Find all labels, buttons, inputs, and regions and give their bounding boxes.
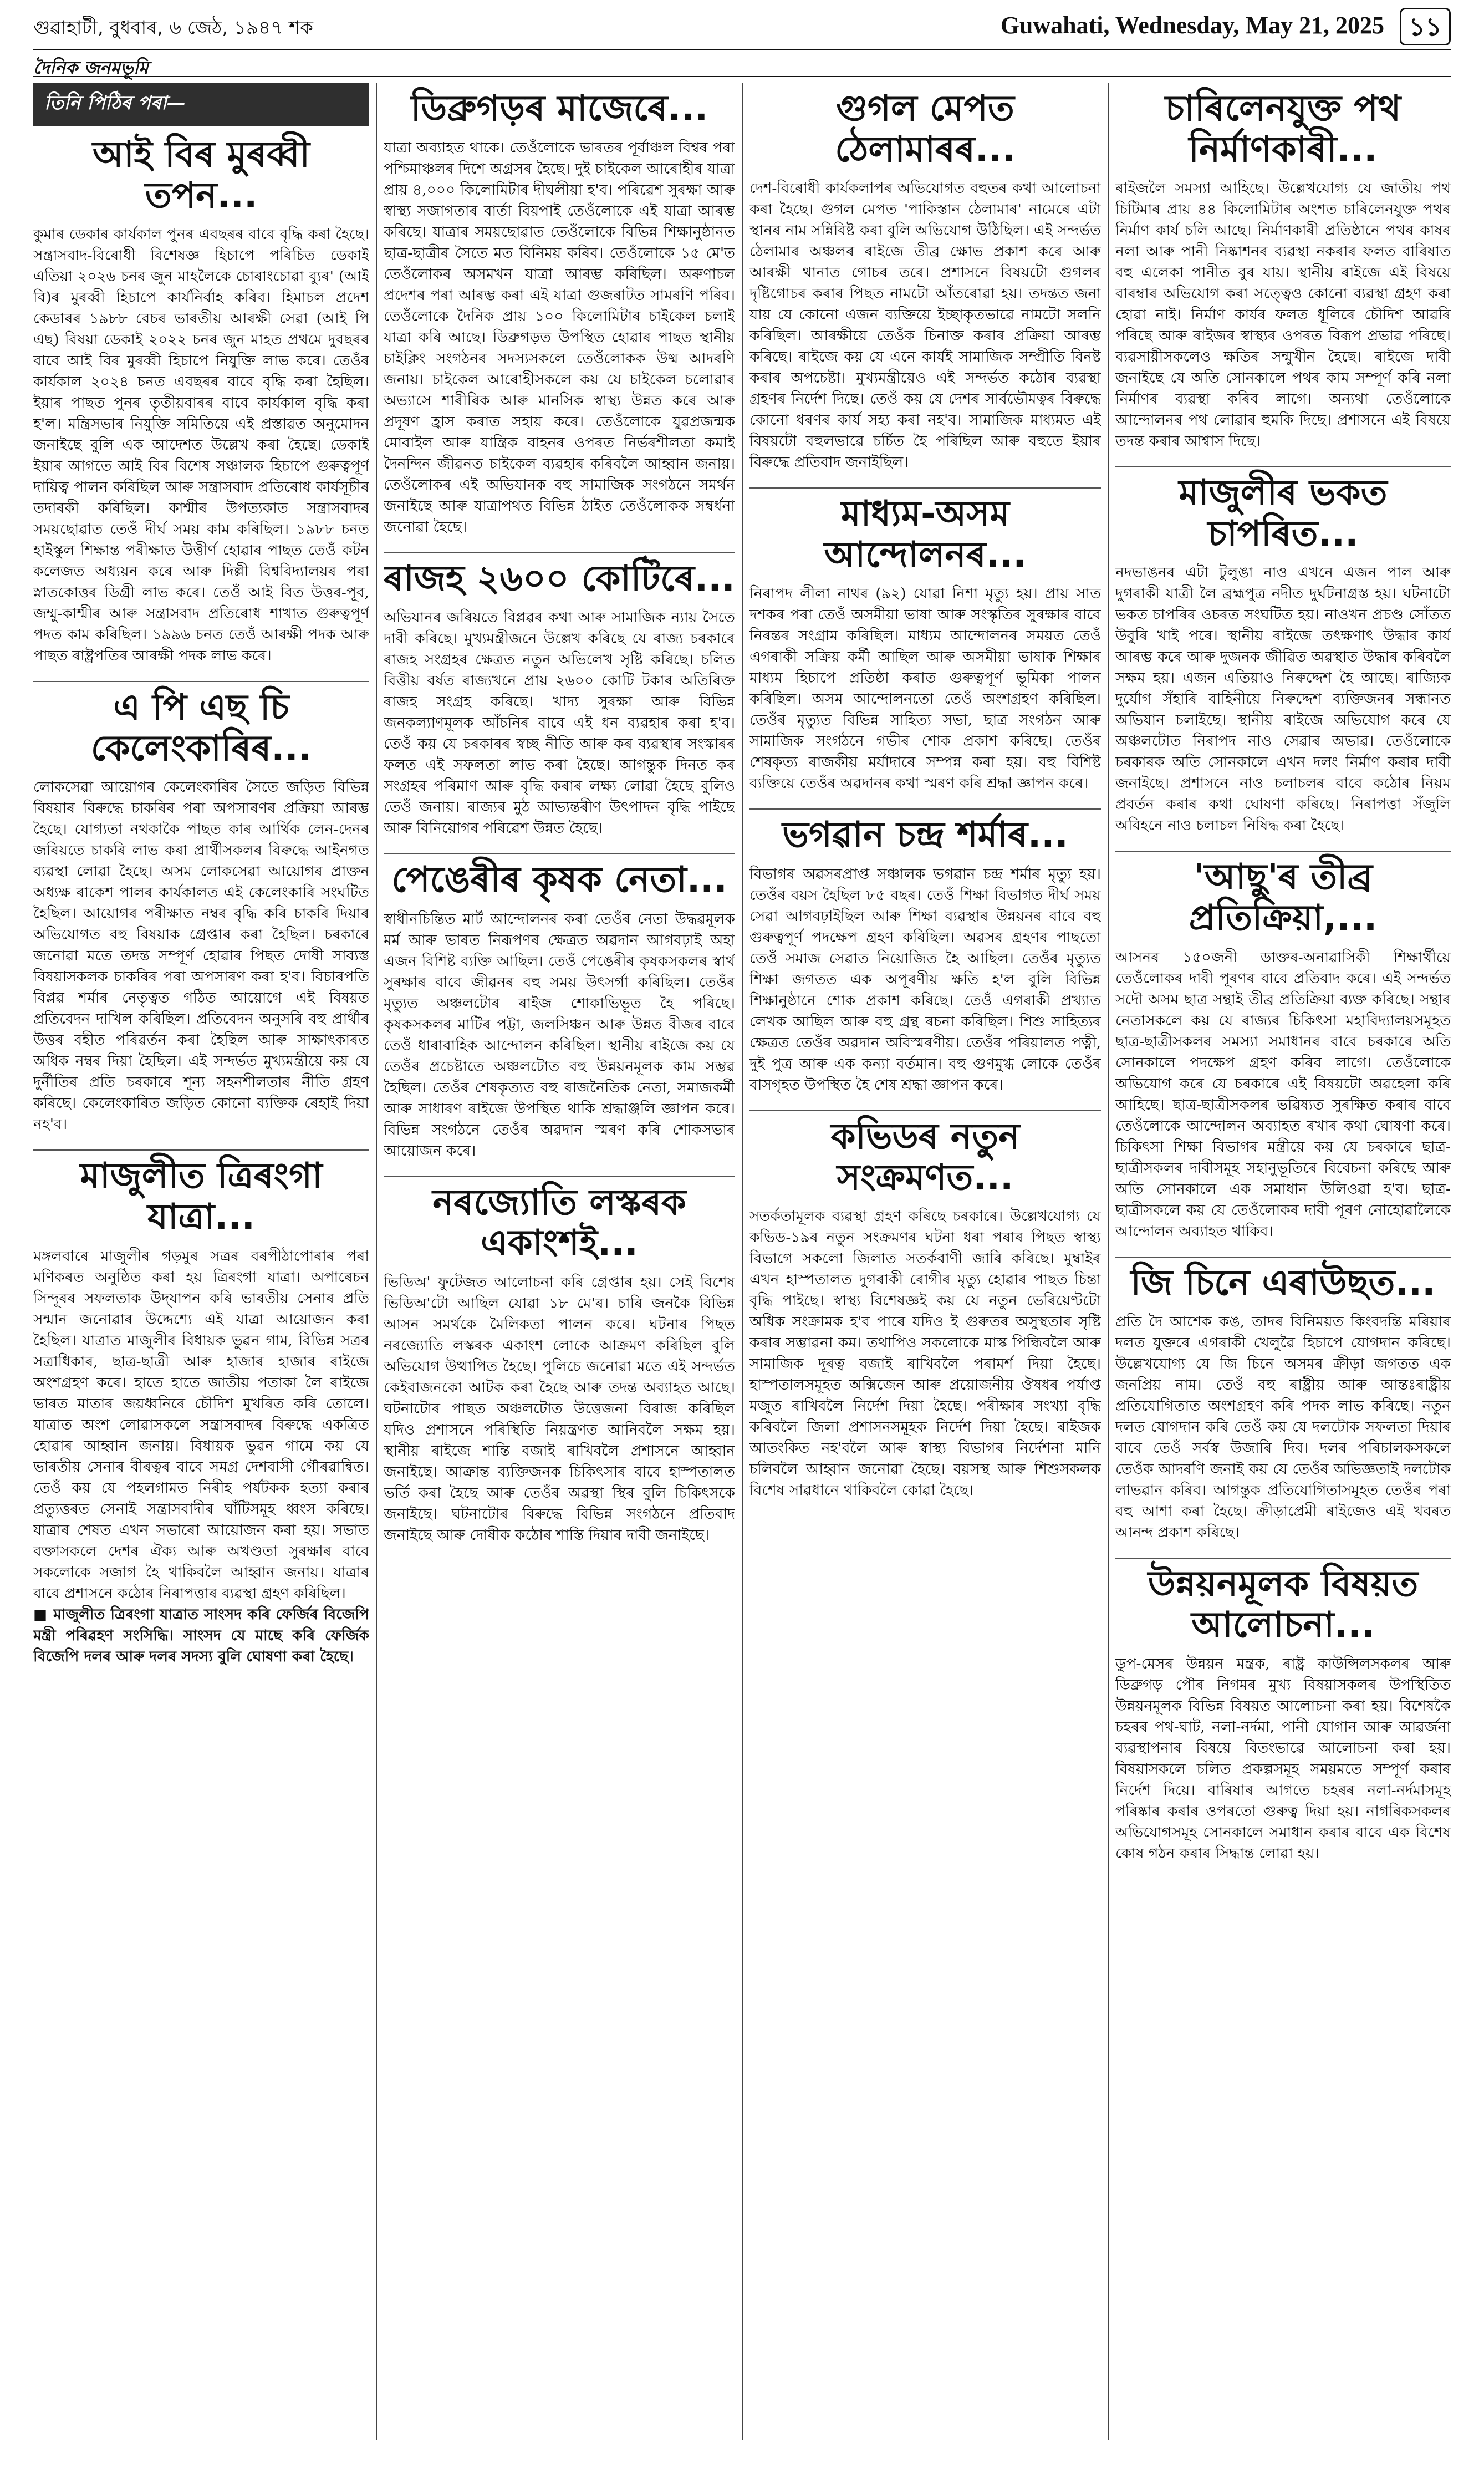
column-rule: [376, 83, 377, 2440]
newspaper-brand: দৈনিক জনমভূমি: [33, 57, 149, 78]
article-body: সতৰ্কতামূলক ব্যৱস্থা গ্ৰহণ কৰিছে চৰকাৰে। উল্লেখযোগ্য যে কভিড-১৯ৰ নতুন সংক্ৰমণৰ ঘটনা ধৰা পৰাৰ পিছত স্বাস্থ্য বিভাগে সকলো জিলাত সতৰ্কবাণী জাৰি কৰিছে। মুম্বাইৰ এখন হাস্পতালত দুগৰাকী ৰোগীৰ মৃত্যু হোৱাৰ পাছত চিন্তা বৃদ্ধি পাইছে। স্বাস্থ্য বিশেষজ্ঞই কয় যে নতুন ভেৰিয়েণ্টটো অধিক সংক্ৰামক হ'ব পাৰে যদিও ই গুৰুতৰ অসুস্থতাৰ সৃষ্টি কৰাৰ সম্ভাৱনা কম। তথাপিও সকলোকে মাস্ক পিন্ধিবলৈ আৰু সামাজিক দূৰত্ব বজাই ৰাখিবলৈ পৰামৰ্শ দিয়া হৈছে। হাস্পতালসমূহত অক্সিজেন আৰু প্ৰয়োজনীয় ঔষধৰ পৰ্যাপ্ত মজুত ৰাখিবলৈ নিৰ্দেশ দিয়া হৈছে। পৰীক্ষাৰ সংখ্যা বৃদ্ধি কৰিবলৈ জিলা প্ৰশাসনসমূহক নিৰ্দেশ দিয়া হৈছে। ৰাইজক আতংকিত নহ'বলৈ আৰু স্বাস্থ্য বিভাগৰ নিৰ্দেশনা মানি চলিবলৈ আহ্বান জনোৱা হৈছে। বয়সস্থ আৰু শিশুসকলক বিশেষ সাৱধানে থাকিবলৈ কোৱা হৈছে।: [749, 1208, 1101, 1499]
headline: নৰজ্যোতি লস্কৰক একাংশই...: [432, 1182, 686, 1264]
column-rule: [742, 83, 743, 2440]
column-3: [749, 83, 1101, 2445]
article-body: বিভাগৰ অৱসৰপ্ৰাপ্ত সঞ্চালক ভগৱান চন্দ্ৰ শৰ্মাৰ মৃত্যু হয়। তেওঁৰ বয়স হৈছিল ৮৫ বছৰ। তেওঁ শিক্ষা বিভাগত দীৰ্ঘ সময় সেৱা আগবঢ়াইছিল আৰু শিক্ষা ব্যৱস্থাৰ উন্নয়নৰ বাবে বহু গুৰুত্বপূৰ্ণ পদক্ষেপ গ্ৰহণ কৰিছিল। অৱসৰ গ্ৰহণৰ পাছতো তেওঁ সমাজ সেৱাত নিয়োজিত হৈ আছিল। তেওঁৰ মৃত্যুত শিক্ষা জগতত এক অপূৰণীয় ক্ষতি হ'ল বুলি বিভিন্ন শিক্ষানুষ্ঠানে শোক প্ৰকাশ কৰিছে। তেওঁ এগৰাকী প্ৰখ্যাত লেখক আছিল আৰু বহু গ্ৰন্থ ৰচনা কৰিছিল। শিশু সাহিত্যৰ ক্ষেত্ৰত তেওঁৰ অৱদান অবিস্মৰণীয়। তেওঁৰ পৰিয়ালত পত্নী, দুই পুত্ৰ আৰু এক কন্যা বৰ্তমান। বহু গুণমুগ্ধ লোকে তেওঁৰ বাসগৃহত উপস্থিত হৈ শেষ শ্ৰদ্ধা জ্ঞাপন কৰে।: [749, 865, 1101, 1093]
article-body: স্বাধীনচিন্তিত মাৰ্ট আন্দোলনৰ কৰা তেওঁৰ নেতা উদ্ধৱমূলক মৰ্ম আৰু ভাৰত নিৰূপণৰ ক্ষেত্ৰত অৱদান আগবঢ়াই অহা এজন বিশিষ্ট ব্যক্তি আছিল। তেওঁ পেঙেৰীৰ কৃষকসকলৰ স্বাৰ্থ সুৰক্ষাৰ বাবে জীৱনৰ বহু সময় উৎসৰ্গা কৰিছিল। তেওঁৰ মৃত্যুত অঞ্চলটোৰ ৰাইজ শোকাভিভূত হৈ পৰিছে। কৃষকসকলৰ মাটিৰ পট্টা, জলসিঞ্চন আৰু উন্নত বীজৰ বাবে তেওঁ ধাৰাবাহিক আন্দোলন কৰিছিল। স্থানীয় ৰাইজে কয় যে তেওঁৰ প্ৰচেষ্টাতে অঞ্চলটোত বহু উন্নয়নমূলক কাম সম্ভৱ হৈছিল। তেওঁৰ শেষকৃত্যত বহু ৰাজনৈতিক নেতা, সমাজকৰ্মী আৰু সাধাৰণ ৰাইজে উপস্থিত থাকি শ্ৰদ্ধাঞ্জলি জ্ঞাপন কৰে। বিভিন্ন সংগঠনে তেওঁৰ অৱদান স্মৰণ কৰি শোকসভাৰ আয়োজন কৰে।: [384, 910, 735, 1159]
divider: [1115, 851, 1451, 852]
article-footer: ■ মাজুলীত ত্ৰিৰংগা যাত্ৰাত সাংসদ কৰি ফেৰ্জিৰ বিজেপি মন্ত্ৰী পৰিৱহণ সংসিদ্ধি। সাংসদ যে মাছে কৰি ফেৰ্জিক বিজেপি দলৰ আৰু দলৰ সদস্য বুলি ঘোষণা কৰা হৈছে।: [33, 1605, 369, 1665]
headline: ডিব্ৰুগড়ৰ মাজেৰে...: [410, 88, 708, 129]
headline: মাজুলীত ত্ৰিৰংগা যাত্ৰা...: [80, 1156, 323, 1238]
article-unnayan: [1115, 1564, 1451, 1864]
article-body: লোকসেৱা আয়োগৰ কেলেংকাৰিৰ সৈতে জড়িত বিভিন্ন বিষয়াৰ বিৰুদ্ধে চাকৰিৰ পৰা অপসাৰণৰ প্ৰক্ৰিয়া আৰম্ভ হৈছে। যোগ্যতা নথকাকৈ পাছত কাৰ আৰ্থিক লেন-দেনৰ জৰিয়তে চাকৰি লাভ কৰা প্ৰাৰ্থীসকলৰ বিৰুদ্ধে আইনগত ব্যৱস্থা লোৱা হৈছে। অসম লোকসেৱা আয়োগৰ প্ৰাক্তন অধ্যক্ষ ৰাকেশ পালৰ কাৰ্যকালত এই কেলেংকাৰি সংঘটিত হৈছিল। আয়োগৰ পৰীক্ষাত নম্বৰ বৃদ্ধি কৰি চাকৰি দিয়াৰ অভিযোগত বহু বিষয়াক গ্ৰেপ্তাৰ কৰা হৈছিল। চৰকাৰে জনোৱা মতে তদন্ত সম্পূৰ্ণ হোৱাৰ পিছত দোষী সাব্যস্ত বিষয়াসকলক চাকৰিৰ পৰা অপসাৰণ কৰা হ'ব। বিচাৰপতি বিপ্লৱ শৰ্মাৰ নেতৃত্বত গঠিত আয়োগে এই বিষয়ত প্ৰতিবেদন দাখিল কৰিছিল। প্ৰতিবেদন অনুসৰি বহু প্ৰাৰ্থীৰ উত্তৰ বহীত পৰিৱৰ্তন কৰা হৈছিল আৰু সাক্ষাৎকাৰত অধিক নম্বৰ দিয়া হৈছিল। এই সন্দৰ্ভত মুখ্যমন্ত্ৰীয়ে কয় যে দুৰ্নীতিৰ প্ৰতি চৰকাৰে শূন্য সহনশীলতাৰ নীতি গ্ৰহণ কৰিছে। কেলেংকাৰিত জড়িত কোনো ব্যক্তিক ৰেহাই দিয়া নহ'ব।: [33, 779, 369, 1133]
divider: [749, 487, 1101, 489]
divider: [1115, 1558, 1451, 1559]
divider: [1115, 1257, 1451, 1258]
brand-row: [33, 49, 1451, 77]
headline: আই বিৰ মুৰব্বী তপন...: [93, 134, 310, 216]
headline: ৰাজহ ২৬০০ কোটিৰে...: [384, 558, 735, 599]
headline: চাৰিলেনযুক্ত পথ নিৰ্মাণকাৰী...: [1165, 88, 1401, 170]
article-body: অভিযানৰ জৰিয়তে বিপ্লৱৰ কথা আৰু সামাজিক ন্যায় সৈতে দাবী কৰিছে। মুখ্যমন্ত্ৰীজনে উল্লেখ কৰিছে যে ৰাজ্য চৰকাৰে ৰাজহ সংগ্ৰহৰ ক্ষেত্ৰত নতুন অভিলেখ সৃষ্টি কৰিছে। চলিত বিত্তীয় বৰ্ষত ৰাজ্যখনে প্ৰায় ২৬০০ কোটি টকাৰ অতিৰিক্ত ৰাজহ সংগ্ৰহ কৰিছে। খাদ্য সুৰক্ষা আৰু বিভিন্ন জনকল্যাণমূলক আঁচনিৰ বাবে এই ধন ব্যৱহাৰ কৰা হ'ব। তেওঁ কয় যে চৰকাৰৰ স্বচ্ছ নীতি আৰু কৰ ব্যৱস্থাৰ সংস্কাৰৰ ফলত এই সফলতা লাভ কৰা হৈছে। আগন্তুক দিনত কৰ সংগ্ৰহৰ পৰিমাণ আৰু বৃদ্ধি কৰাৰ লক্ষ্য লোৱা হৈছে বুলিও তেওঁ জনায়। ৰাজ্যৰ মুঠ আভ্যন্তৰীণ উৎপাদন বৃদ্ধি পাইছে আৰু বিনিয়োগৰ পৰিৱেশ উন্নত হৈছে।: [384, 609, 735, 837]
divider: [33, 681, 369, 682]
article-madhyam: [749, 494, 1101, 794]
headline: 'আছু'ৰ তীব্ৰ প্ৰতিক্ৰিয়া,...: [1189, 857, 1378, 939]
article-dibrugarh: [384, 89, 735, 538]
article-body: ৰাইজলৈ সমস্যা আহিছে। উল্লেখযোগ্য যে জাতীয় পথ চিটিমাৰ প্ৰায় ৪৪ কিলোমিটাৰ অংশত চাৰিলেনযুক্ত পথৰ নিৰ্মাণ কাৰ্য চলি আছে। নিৰ্মাণকাৰী প্ৰতিষ্ঠানে পথৰ কাষৰ নলা আৰু পানী নিষ্কাশনৰ ব্যৱস্থা নকৰাৰ ফলত বাৰিষাত বহু এলেকা পানীত বুৰ যায়। স্থানীয় ৰাইজে এই বিষয়ে বাৰম্বাৰ অভিযোগ কৰা সত্ত্বেও কোনো ব্যৱস্থা গ্ৰহণ কৰা হোৱা নাই। নিৰ্মাণ কাৰ্যৰ ফলত ধূলিৰে চৌদিশ আৱৰি পৰিছে আৰু ৰাইজৰ স্বাস্থ্যৰ ওপৰত বিৰূপ প্ৰভাৱ পৰিছে। ব্যৱসায়ীসকলেও ক্ষতিৰ সন্মুখীন হৈছে। ৰাইজে দাবী জনাইছে যে অতি সোনকালে পথৰ কাম সম্পূৰ্ণ কৰি নলা নিৰ্মাণৰ ব্যৱস্থা কৰিব লাগে। অন্যথা তেওঁলোকে আন্দোলনৰ পথ লোৱাৰ হুমকি দিছে। প্ৰশাসনে এই বিষয়ে তদন্ত কৰাৰ আশ্বাস দিছে।: [1115, 180, 1451, 450]
column-rule: [1108, 83, 1109, 2440]
headline: জি চিনে এৰাউছত...: [1130, 1262, 1436, 1304]
article-tapan: [33, 135, 369, 667]
rule: [33, 76, 1451, 77]
headline: কভিডৰ নতুন সংক্ৰমণত...: [830, 1116, 1020, 1198]
dateline-assamese: গুৱাহাটী, বুধবাৰ, ৬ জেঠ, ১৯৪৭ শক: [33, 17, 313, 39]
column-4: [1115, 83, 1451, 2445]
headline: পেঙেৰীৰ কৃষক নেতা...: [391, 859, 727, 901]
divider: [384, 853, 735, 854]
article-google: [749, 89, 1101, 473]
divider: [384, 1176, 735, 1177]
column-1: [33, 83, 369, 2445]
article-bhakat: [1115, 473, 1451, 836]
article-penger: [384, 860, 735, 1162]
divider: [749, 1110, 1101, 1111]
divider: [384, 552, 735, 553]
column-2: [384, 83, 735, 2445]
headline: ভগৱান চন্দ্ৰ শৰ্মাৰ...: [782, 815, 1068, 856]
section-tag: তিনি পিঠিৰ পৰা—: [33, 83, 369, 126]
article-covid: [749, 1117, 1101, 1501]
article-bhagwan: [749, 815, 1101, 1096]
article-body: দেশ-বিৰোধী কাৰ্যকলাপৰ অভিযোগত বহুতৰ কথা আলোচনা কৰা হৈছে। গুগল মেপত 'পাকিস্তান ঠেলামাৰ' নামেৰে এটা স্থানৰ নাম সন্নিবিষ্ট কৰা বুলি অভিযোগ উঠিছিল। এই সন্দৰ্ভত ঠেলামাৰ অঞ্চলৰ ৰাইজে তীব্ৰ ক্ষোভ প্ৰকাশ কৰে আৰু আৰক্ষী থানাত গোচৰ তৰে। প্ৰশাসনে বিষয়টো গুগলৰ দৃষ্টিগোচৰ কৰাৰ পিছত নামটো আঁতৰোৱা হয়। তদন্তত জনা যায় যে কোনো এজন ব্যক্তিয়ে ইচ্ছাকৃতভাৱে নামটো সলনি কৰিছিল। আৰক্ষীয়ে তেওঁক চিনাক্ত কৰাৰ প্ৰক্ৰিয়া আৰম্ভ কৰিছে। ৰাইজে কয় যে এনে কাৰ্যই সামাজিক সম্প্ৰীতি বিনষ্ট কৰাৰ অপচেষ্টা। মুখ্যমন্ত্ৰীয়েও এই সন্দৰ্ভত কঠোৰ ব্যৱস্থা গ্ৰহণৰ নিৰ্দেশ দিছে। তেওঁ কয় যে দেশৰ সাৰ্বভৌমত্বৰ বিৰুদ্ধে কোনো ধৰণৰ কাৰ্য সহ্য কৰা নহ'ব। সামাজিক মাধ্যমত এই বিষয়টো বহুলভাৱে চৰ্চিত হৈ পৰিছিল আৰু বহুতে ইয়াৰ বিৰুদ্ধে প্ৰতিবাদ জনাইছিল।: [749, 180, 1101, 471]
article-gichine: [1115, 1263, 1451, 1544]
article-aasu: [1115, 857, 1451, 1242]
headline: মাজুলীৰ ভকত চাপৰিত...: [1179, 472, 1388, 555]
article-body: নদভাঙনৰ এটা টুলুঙা নাও এখনে এজন পাল আৰু দুগৰাকী যাত্ৰী লৈ ব্ৰহ্মপুত্ৰ নদীত দুৰ্ঘটনাগ্ৰস্ত হয়। ঘটনাটো ভকত চাপৰিৰ ওচৰত সংঘটিত হয়। নাওখন প্ৰচণ্ড সোঁতত উবুৰি খাই পৰে। স্থানীয় ৰাইজে তৎক্ষণাৎ উদ্ধাৰ কাৰ্য আৰম্ভ কৰে আৰু দুজনক জীৱিত অৱস্থাত উদ্ধাৰ কৰিবলৈ সক্ষম হয়। এজন এতিয়াও নিৰুদ্দেশ হৈ আছে। ৰাজ্যিক দুৰ্যোগ সঁহাৰি বাহিনীয়ে নিৰুদ্দেশ ব্যক্তিজনৰ সন্ধানত অভিযান চলাইছে। স্থানীয় ৰাইজে অভিযোগ কৰে যে অঞ্চলটোত নিৰাপদ নাও সেৱাৰ অভাৱ। তেওঁলোকে চৰকাৰক অতি সোনকালে এখন দলং নিৰ্মাণ কৰাৰ দাবী জনাইছে। প্ৰশাসনে নাও চলাচলৰ বাবে কঠোৰ নিয়ম প্ৰবৰ্তন কৰাৰ কথা ঘোষণা কৰিছে। নিৰাপত্তা সঁজুলি অবিহনে নাও চলাচল নিষিদ্ধ কৰা হৈছে।: [1115, 564, 1451, 835]
article-body: প্ৰতি দৈ আশেক কঙ, তাদৰ বিনিময়ত কিংবদন্তি মৰিয়াৰ দলত যুক্তৰে এগৰাকী খেলুৱৈ হিচাপে যোগদান কৰিছে। উল্লেখযোগ্য যে জি চিনে অসমৰ ক্ৰীড়া জগতত এক জনপ্ৰিয় নাম। তেওঁ বহু ৰাষ্ট্ৰীয় আৰু আন্তঃৰাষ্ট্ৰীয় প্ৰতিযোগিতাত অংশগ্ৰহণ কৰি পদক লাভ কৰিছে। নতুন দলত যোগদান কৰি তেওঁ কয় যে দলটোক সফলতা দিয়াৰ বাবে তেওঁ সৰ্বস্ব উজাৰি দিব। দলৰ পৰিচালকসকলে তেওঁক আদৰণি জনাই কয় যে তেওঁৰ অভিজ্ঞতাই দলটোক লাভৱান কৰিব। আগন্তুক প্ৰতিযোগিতাসমূহত তেওঁৰ পৰা বহু আশা কৰা হৈছে। ক্ৰীড়াপ্ৰেমী ৰাইজেও এই খবৰত আনন্দ প্ৰকাশ কৰিছে।: [1115, 1313, 1451, 1542]
headline: এ পি এছ চি কেলেংকাৰিৰ...: [90, 687, 312, 769]
article-2600: [384, 559, 735, 840]
article-body: নিৰাপদ লীলা নাথৰ (৯২) যোৱা নিশা মৃত্যু হয়। প্ৰায় সাত দশকৰ পৰা তেওঁ অসমীয়া ভাষা আৰু সংস্কৃতিৰ সুৰক্ষাৰ বাবে নিৰন্তৰ সংগ্ৰাম কৰিছিল। মাধ্যম আন্দোলনৰ সময়ত তেওঁ এগৰাকী সক্ৰিয় কৰ্মী আছিল আৰু অসমীয়া ভাষাক শিক্ষাৰ মাধ্যম হিচাপে প্ৰতিষ্ঠা কৰাত গুৰুত্বপূৰ্ণ ভূমিকা পালন কৰিছিল। অসম আন্দোলনতো তেওঁ অংশগ্ৰহণ কৰিছিল। তেওঁৰ মৃত্যুত বিভিন্ন সাহিত্য সভা, ছাত্ৰ সংগঠন আৰু সামাজিক সংগঠনে গভীৰ শোক প্ৰকাশ কৰিছে। তেওঁৰ শেষকৃত্য ৰাজকীয় মৰ্যাদাৰে সম্পন্ন কৰা হয়। বহু বিশিষ্ট ব্যক্তিয়ে তেওঁৰ অৱদানৰ কথা স্মৰণ কৰি শ্ৰদ্ধা জ্ঞাপন কৰে।: [749, 585, 1101, 792]
dateline-english: Guwahati, Wednesday, May 21, 2025: [1000, 12, 1384, 39]
masthead: [33, 11, 1451, 44]
article-body: মঙ্গলবাৰে মাজুলীৰ গড়মুৰ সত্ৰৰ বৰপীঠাপোৰাৰ পৰা মণিকৰত অনুষ্ঠিত কৰা হয় ত্ৰিৰংগা যাত্ৰা। অপাৰেচন সিন্দূৰৰ সফলতাক উদ্‌যাপন কৰি ভাৰতীয় সেনাৰ প্ৰতি সন্মান জনোৱাৰ উদ্দেশ্যে এই যাত্ৰা আয়োজন কৰা হৈছিল। যাত্ৰাত মাজুলীৰ বিধায়ক ভুৱন গাম, বিভিন্ন সত্ৰৰ সত্ৰাধিকাৰ, ছাত্ৰ-ছাত্ৰী আৰু হাজাৰ হাজাৰ ৰাইজে অংশগ্ৰহণ কৰে। হাতে হাতে জাতীয় পতাকা লৈ ৰাইজে ভাৰত মাতাৰ জয়ধ্বনিৰে চৌদিশ মুখৰিত কৰি তোলে। যাত্ৰাত অংশ লোৱাসকলে সন্ত্ৰাসবাদৰ বিৰুদ্ধে একত্ৰিত হোৱাৰ আহ্বান জনায়। বিধায়ক ভুৱন গামে কয় যে ভাৰতীয় সেনাৰ বীৰত্বৰ বাবে সমগ্ৰ দেশবাসী গৌৰৱান্বিত। তেওঁ কয় যে পহলগামত নিৰীহ পৰ্যটকক হত্যা কৰাৰ প্ৰত্যুত্তৰত সেনাই সন্ত্ৰাসবাদীৰ ঘাঁটিসমূহ ধ্বংস কৰিছে। যাত্ৰাৰ শেষত এখন সভাৰো আয়োজন কৰা হয়। সভাত বক্তাসকলে দেশৰ ঐক্য আৰু অখণ্ডতা সুৰক্ষাৰ বাবে সকলোকে সজাগ হৈ থাকিবলৈ আহ্বান জনায়। যাত্ৰাৰ বাবে প্ৰশাসনে কঠোৰ নিৰাপত্তাৰ ব্যৱস্থা গ্ৰহণ কৰিছিল।: [33, 1247, 369, 1602]
headline: মাধ্যম-অসম আন্দোলনৰ...: [824, 494, 1027, 576]
headline: উন্নয়নমূলক বিষয়ত আলোচনা...: [1148, 1564, 1419, 1646]
article-tiranga: [33, 1156, 369, 1667]
divider: [749, 808, 1101, 810]
article-body: কুমাৰ ডেকাৰ কাৰ্যকাল পুনৰ এবছৰৰ বাবে বৃদ্ধি কৰা হৈছে। সন্ত্ৰাসবাদ-বিৰোধী বিশেষজ্ঞ হিচাপে পৰিচিত ডেকাই এতিয়া ২০২৬ চনৰ জুন মাহলৈকে চোৰাংচোৱা ব্যুৰ' (আই বি)ৰ মুৰব্বী হিচাপে কাৰ্যনিৰ্বাহ কৰিব। হিমাচল প্ৰদেশ কেডাৰৰ ১৯৮৮ বেচৰ ভাৰতীয় আৰক্ষী সেৱা (আই পি এছ) বিষয়া ডেকাই ২০২২ চনৰ জুন মাহত প্ৰথমে দুবছৰৰ বাবে আই বিৰ মুৰব্বী হিচাপে নিযুক্তি লাভ কৰে। তেওঁৰ কাৰ্যকাল ২০২৪ চনত এবছৰৰ বাবে বৃদ্ধি কৰা হৈছিল। ইয়াৰ পাছত পুনৰ তৃতীয়বাৰৰ বাবে কাৰ্যকাল বৃদ্ধি কৰা হ'ল। মন্ত্ৰিসভাৰ নিযুক্তি সমিতিয়ে এই প্ৰস্তাৱত অনুমোদন জনাইছে বুলি এক আদেশত উল্লেখ কৰা হৈছে। ডেকাই ইয়াৰ আগতে আই বিৰ বিশেষ সঞ্চালক হিচাপে গুৰুত্বপূৰ্ণ দায়িত্ব পালন কৰিছিল আৰু সন্ত্ৰাসবাদ প্ৰতিৰোধ কাৰ্যসূচীৰ তদাৰকী কৰিছিল। কাশ্মীৰ উপত্যকাত সন্ত্ৰাসবাদৰ সময়ছোৱাত তেওঁ দীৰ্ঘ সময় কাম কৰিছিল। ১৯৮৮ চনত হাইস্কুল শিক্ষান্ত পৰীক্ষাত উত্তীৰ্ণ হোৱাৰ পাছত তেওঁ কটন কলেজত অধ্যয়ন কৰে আৰু দিল্লী বিশ্ববিদ্যালয়ৰ পৰা স্নাতকোত্তৰ ডিগ্ৰী লাভ কৰে। তেওঁ আই বিত উত্তৰ-পূব, জম্মু-কাশ্মীৰ আৰু সন্ত্ৰাসবাদ প্ৰতিৰোধ শাখাত গুৰুত্বপূৰ্ণ পদত কাম কৰিছিল। ১৯৯৬ চনত তেওঁ আৰক্ষী পদক আৰু পাছত ৰাষ্ট্ৰপতিৰ আৰক্ষী পদক লাভ কৰে।: [33, 226, 369, 665]
article-nrc: [384, 1183, 735, 1546]
divider: [1115, 466, 1451, 467]
headline: গুগল মেপত ঠেলামাৰৰ...: [835, 88, 1016, 170]
page-number: ১১: [1400, 8, 1451, 45]
divider: [33, 1149, 369, 1151]
article-charilen: [1115, 89, 1451, 452]
article-body: ভিডিঅ' ফুটেজত আলোচনা কৰি গ্ৰেপ্তাৰ হয়। সেই বিশেষ ভিডিঅ'টো আছিল যোৱা ১৮ মে'ৰ। চাৰি জনকৈ বিভিন্ন আসন সমৰ্থকে মৈলিকতা পালন কৰে। ঘটনাৰ পিছত নৰজ্যোতি লস্কৰক একাংশ লোকে আক্ৰমণ কৰিছিল বুলি অভিযোগ উত্থাপিত হৈছে। পুলিচে জনোৱা মতে এই সন্দৰ্ভত কেইবাজনকো আটক কৰা হৈছে আৰু তদন্ত অব্যাহত আছে। ঘটনাটোৰ পাছত অঞ্চলটোত উত্তেজনা বিৰাজ কৰিছিল যদিও প্ৰশাসনে পৰিস্থিতি নিয়ন্ত্ৰণত আনিবলৈ সক্ষম হয়। স্থানীয় ৰাইজে শান্তি বজাই ৰাখিবলৈ প্ৰশাসনে আহ্বান জনাইছে। আক্ৰান্ত ব্যক্তিজনক চিকিৎসাৰ বাবে হাস্পতালত ভৰ্তি কৰা হৈছে আৰু তেওঁৰ অৱস্থা স্থিৰ বুলি চিকিৎসকে জনাইছে। ঘটনাটোৰ বিৰুদ্ধে বিভিন্ন সংগঠনে প্ৰতিবাদ জনাইছে আৰু দোষীক কঠোৰ শাস্তি দিয়াৰ দাবী জনাইছে।: [384, 1273, 735, 1544]
article-aps: [33, 688, 369, 1135]
article-body: আসনৰ ১৫০জনী ডাক্তৰ-অনাৱাসিকী শিক্ষাৰ্থীয়ে তেওঁলোকৰ দাবী পূৰণৰ বাবে প্ৰতিবাদ কৰে। এই সন্দৰ্ভত সদৌ অসম ছাত্ৰ সন্থাই তীব্ৰ প্ৰতিক্ৰিয়া ব্যক্ত কৰিছে। সন্থাৰ নেতাসকলে কয় যে ৰাজ্যৰ চিকিৎসা মহাবিদ্যালয়সমূহত ছাত্ৰ-ছাত্ৰীসকলৰ সমস্যা সমাধানৰ বাবে চৰকাৰে অতি সোনকালে পদক্ষেপ গ্ৰহণ কৰিব লাগে। তেওঁলোকে অভিযোগ কৰে যে চৰকাৰে এই বিষয়টো অৱহেলা কৰি আহিছে। ছাত্ৰ-ছাত্ৰীসকলৰ ভৱিষ্যত সুৰক্ষিত কৰাৰ বাবে তেওঁলোকে আন্দোলন অব্যাহত ৰখাৰ কথা ঘোষণা কৰে। চিকিৎসা শিক্ষা বিভাগৰ মন্ত্ৰীয়ে কয় যে চৰকাৰে ছাত্ৰ-ছাত্ৰীসকলৰ দাবীসমূহ সহানুভূতিৰে বিবেচনা কৰিছে আৰু অতি সোনকালে এক সমাধান উলিওৱা হ'ব। ছাত্ৰ-ছাত্ৰীসকলে কয় যে তেওঁলোকৰ দাবী পূৰণ নোহোৱালৈকে আন্দোলন অব্যাহত থাকিব।: [1115, 948, 1451, 1240]
article-body: যাত্ৰা অব্যাহত থাকে। তেওঁলোকে ভাৰতৰ পূৰ্বাঞ্চল বিশ্বৰ পৰা পশ্চিমাঞ্চলৰ দিশে অগ্ৰসৰ হৈছে। দুই চাইকেল আৰোহীৰ যাত্ৰা প্ৰায় ৪,০০০ কিলোমিটাৰ দীঘলীয়া হ'ব। পৰিৱেশ সুৰক্ষা আৰু স্বাস্থ্য সজাগতাৰ বাৰ্তা বিয়পাই তেওঁলোকে এই যাত্ৰা আৰম্ভ কৰিছে। যাত্ৰাৰ সময়ছোৱাত তেওঁলোকে বিভিন্ন শিক্ষানুষ্ঠানত ছাত্ৰ-ছাত্ৰীৰ সৈতে মত বিনিময় কৰিব। তেওঁলোকে ১৫ মে'ত তেওঁলোকৰ অসমখন যাত্ৰা আৰম্ভ কৰিছিল। অৰুণাচল প্ৰদেশৰ পৰা আৰম্ভ কৰা এই যাত্ৰা গুজৰাটত সামৰণি পৰিব। তেওঁলোকে দৈনিক প্ৰায় ১০০ কিলোমিটাৰ চাইকেল চলাই যাত্ৰা কৰি আছে। ডিব্ৰুগড়ত উপস্থিত হোৱাৰ পাছত স্থানীয় চাইক্লিং সংগঠনৰ সদস্যসকলে তেওঁলোকক উষ্ম আদৰণি জনায়। চাইকেল আৰোহীসকলে কয় যে চাইকেল চলোৱাৰ অভ্যাসে শাৰীৰিক আৰু মানসিক স্বাস্থ্য উন্নত কৰে আৰু প্ৰদূষণ হ্ৰাস কৰাত সহায় কৰে। তেওঁলোকে যুৱপ্ৰজন্মক মোবাইল আৰু যান্ত্ৰিক বাহনৰ ওপৰত নিৰ্ভৰশীলতা কমাই দৈনন্দিন জীৱনত চাইকেল ব্যৱহাৰ কৰিবলৈ আহ্বান জনায়। তেওঁলোকৰ এই অভিযানক বহু সামাজিক সংগঠনে সমৰ্থন জনাইছে আৰু যাত্ৰাপথত বিভিন্ন ঠাইত তেওঁলোকক সম্বৰ্ধনা জনোৱা হৈছে।: [384, 139, 735, 536]
article-body: ডুপ-মেসৰ উন্নয়ন মন্ত্ৰক, ৰাষ্ট্ৰ কাউন্সিলসকলৰ আৰু ডিব্ৰুগড় পৌৰ নিগমৰ মুখ্য বিষয়াসকলৰ উপস্থিতিত উন্নয়নমূলক বিভিন্ন বিষয়ত আলোচনা কৰা হয়। বিশেষকৈ চহৰৰ পথ-ঘাট, নলা-নৰ্দমা, পানী যোগান আৰু আৱৰ্জনা ব্যৱস্থাপনাৰ বিষয়ে বিতংভাৱে আলোচনা কৰা হয়। বিষয়াসকলে চলিত প্ৰকল্পসমূহ সময়মতে সম্পূৰ্ণ কৰাৰ নিৰ্দেশ দিয়ে। বাৰিষাৰ আগতে চহৰৰ নলা-নৰ্দমাসমূহ পৰিষ্কাৰ কৰাৰ ওপৰতো গুৰুত্ব দিয়া হয়। নাগৰিকসকলৰ অভিযোগসমূহ সোনকালে সমাধান কৰাৰ বাবে এক বিশেষ কোষ গঠন কৰাৰ সিদ্ধান্ত লোৱা হয়।: [1115, 1655, 1451, 1863]
